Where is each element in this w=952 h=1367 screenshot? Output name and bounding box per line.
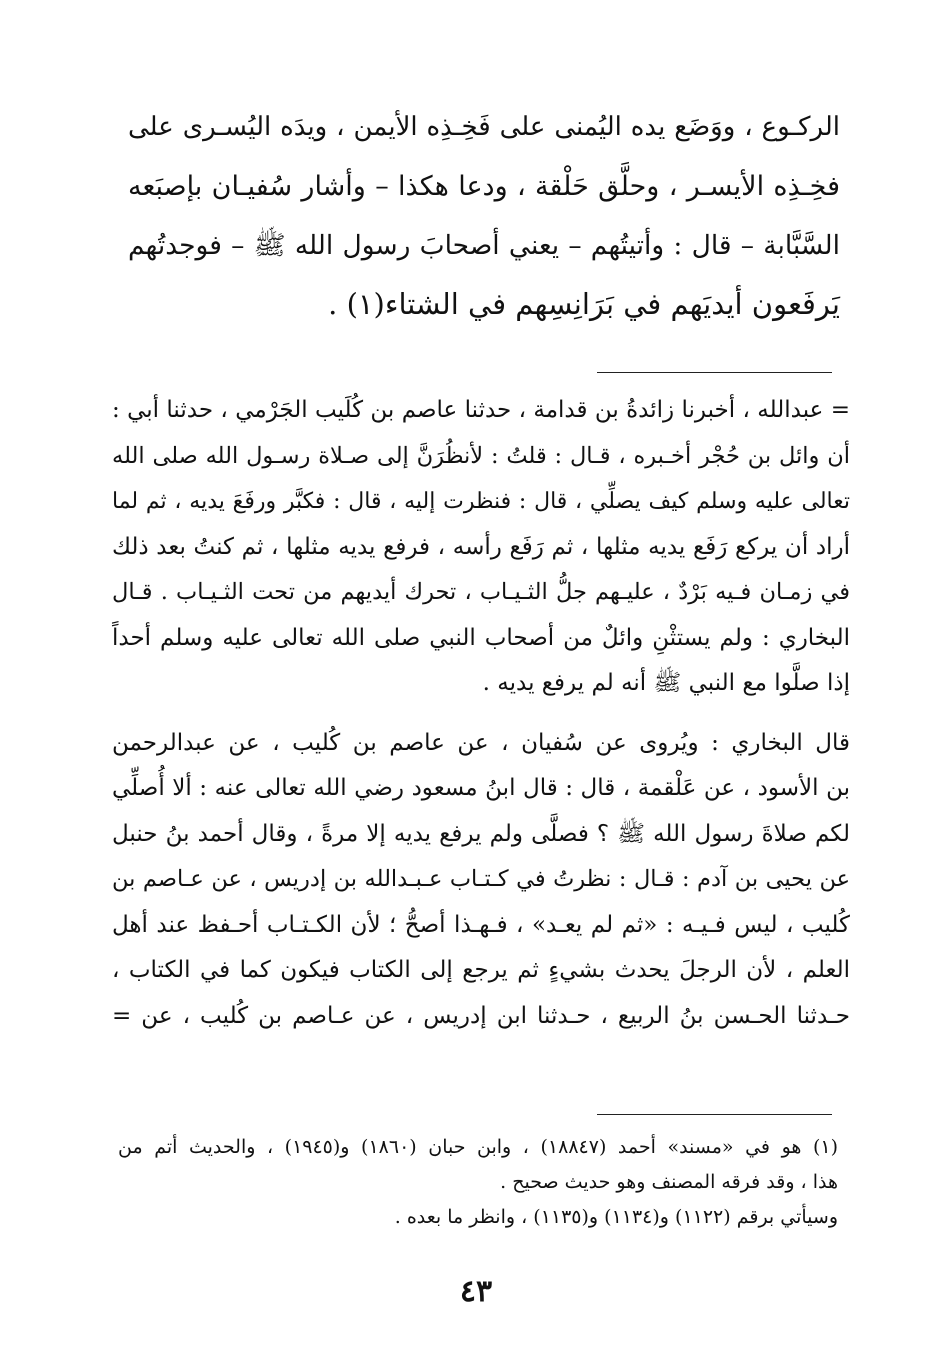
main-text — [128, 98, 840, 334]
main-line: الركـوع ، ووَضَع يده اليُمنى على فَخِـذِه الأيمن ، ويدَه اليُسـرى على — [128, 112, 840, 142]
paragraph-gap — [112, 707, 850, 721]
note-line: أن وائل بن حُجْر أخـبره ، قـال : قلتُ : لأنظُرَنَّ إلى صـلاة رسـول الله صلى الله — [112, 442, 850, 469]
note-line: بن الأسود ، عن عَلْقمة ، قال : قال ابنُ مسعود رضي الله تعالى عنه : ألا أُصلِّي — [112, 775, 850, 801]
note-line: إذا صلَّوا مع النبي ﷺ أنه لم يرفع يديه . — [482, 670, 850, 696]
note-line: أراد أن يركع رَفَع يديه مثلها ، ثم رَفَع رأسه ، فرفع يديه مثلها ، ثم كنتُ بعد ذلك — [112, 533, 850, 560]
note-line: في زمـان فـيه بَرْدٌ ، عليـهم جلُّ الثـيـاب ، تحرك أيديهم من تحت الثـيـاب . قـال — [112, 579, 850, 605]
continued-note — [112, 388, 850, 1039]
separator-rule — [597, 372, 832, 373]
note-line: تعالى عليه وسلم كيف يصلِّي ، قال : فنظرت إليه ، قال : فكبَّر ورفَعَ يديه ، ثم لما — [112, 489, 850, 514]
note-line: لكم صلاةَ رسول الله ﷺ ؟ فصلَّى ولم يرفع يديه إلا مرةً ، وقال أحمد بنُ حنبل — [112, 820, 850, 847]
note-line: البخاري : ولم يستثْنِ وائلٌ من أصحاب النبي صلى الله تعالى عليه وسلم أحداً — [112, 624, 850, 651]
main-line: السَّبَّابة – قال : وأتيتُهم – يعني أصحابَ رسول الله ﷺ – فوجدتُهم — [128, 230, 840, 261]
note-line: = عبدالله ، أخبرنا زائدةُ بن قدامة ، حدثنا عاصم بن كُلَيب الجَرْمي ، حدثنا أبي : — [112, 397, 850, 423]
footnote-rule — [597, 1114, 832, 1115]
note-line: حـدثنا الحـسن بنُ الربيع ، حـدثنا ابن إدريس ، عن عـاصم بن كُليب ، عن = — [112, 1002, 850, 1029]
footnote-line: هذا ، وقد فرقه المصنف وهو حديث صحيح . — [500, 1171, 838, 1193]
footnote-line: وسيأتي برقم (١١٢٢) و(١١٣٤) و(١١٣٥) ، وانظر ما بعده . — [394, 1206, 838, 1228]
note-line: كُليب ، ليس فـيـه : «ثم لم يعـد» ، فـهـذا أصحُّ ؛ لأن الكـتـاب أحـفظ عند أهل — [112, 911, 850, 938]
page-number: ٤٣ — [459, 1274, 493, 1309]
note-line: قال البخاري : ويُروى عن سُفيان ، عن عاصم بن كُليب ، عن عبدالرحمن — [112, 729, 850, 756]
footnotes — [118, 1130, 838, 1235]
footnote-line: (١) هو في «مسند» أحمد (١٨٨٤٧) ، وابن حبان (١٨٦٠) و(١٩٤٥) ، والحديث أتم من — [118, 1136, 839, 1158]
main-line: فخِـذِه الأيسـر ، وحلَّق حَلْقة ، ودعا هكذا – وأشار سُفيـان بإصبَعه — [128, 171, 840, 202]
main-line: يَرفَعون أيديَهم في بَرَانِسِهم في الشتاء(١) . — [328, 287, 840, 321]
note-line: عن يحيى بن آدم : قـال : نظرتُ في كـتـاب عـبـدالله بن إدريس ، عن عـاصم بن — [112, 866, 850, 892]
note-line: العلم ، لأن الرجلَ يحدث بشيءٍ ثم يرجع إلى الكتاب فيكون كما في الكتاب ، — [112, 957, 850, 983]
